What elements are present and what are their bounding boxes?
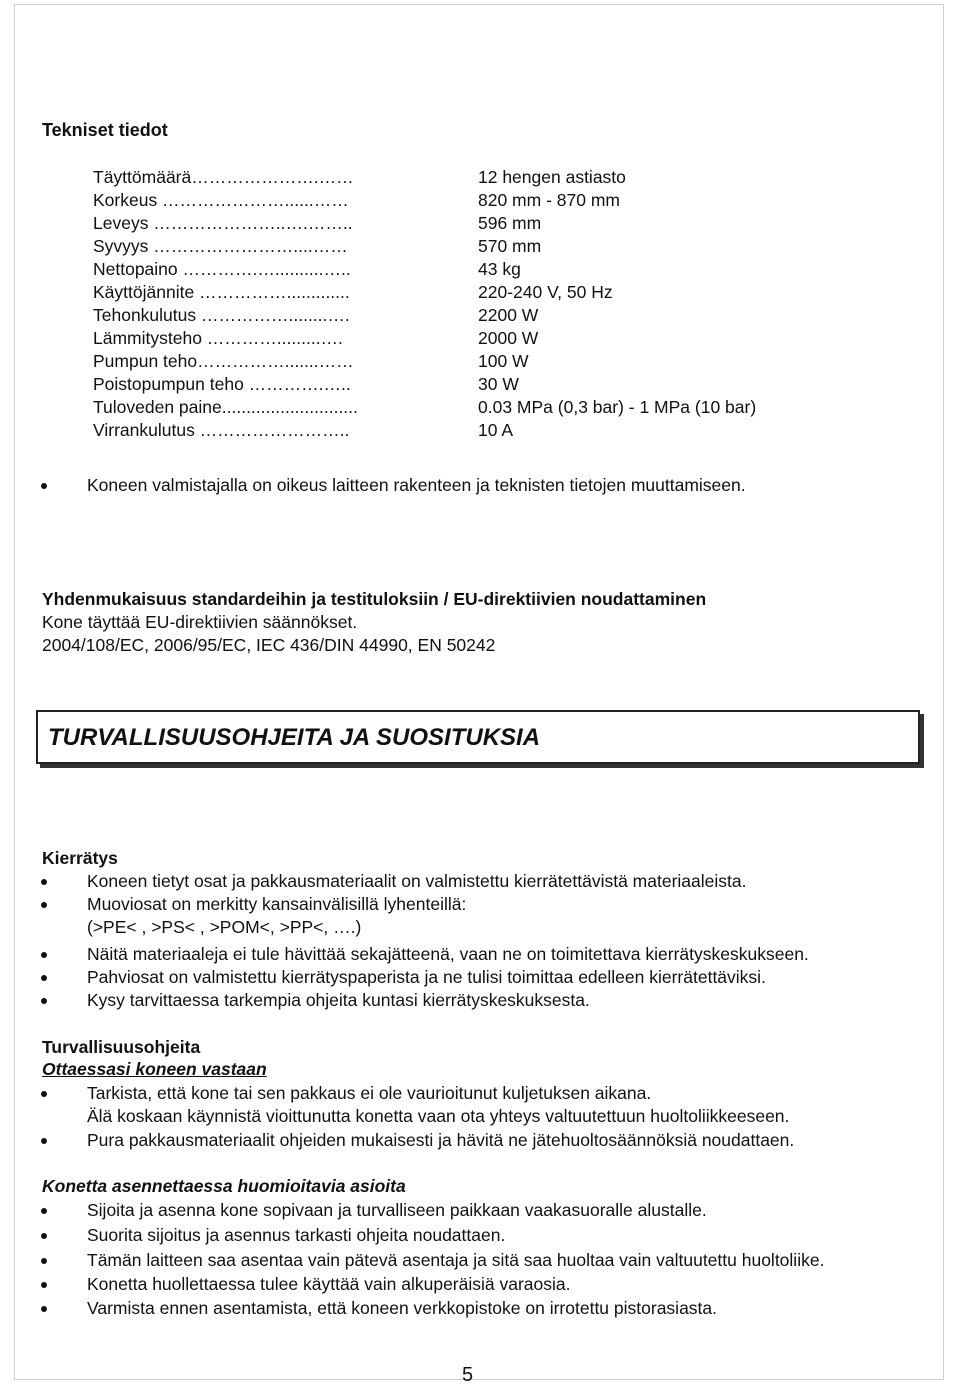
spec-value: 12 hengen astiasto [478,167,626,187]
spec-label: Poistopumpun teho ………….….. [93,374,351,394]
spec-value: 43 kg [478,259,521,279]
spec-value: 10 A [478,420,514,440]
recycling-title: Kierrätys [42,848,118,868]
spec-value: 570 mm [478,236,542,256]
spec-label: Tehonkulutus ……………........…. [93,305,350,325]
spec-value: 596 mm [478,213,542,233]
spec-label: Virrankulutus …………………….. [93,420,350,440]
spec-value: 220-240 V, 50 Hz [478,282,613,302]
bullet-icon [41,1282,47,1288]
spec-label: Käyttöjännite ……………............. [93,282,350,302]
bullet-icon [41,1208,47,1214]
bullet-icon [41,879,47,885]
spec-value: 0.03 MPa (0,3 bar) - 1 MPa (10 bar) [478,397,757,417]
bullet-icon [41,998,47,1004]
spec-label: Tuloveden paine............................ [93,397,358,417]
tech-title: Tekniset tiedot [42,120,168,140]
spec-value: 2200 W [478,305,539,325]
bullet-icon [41,975,47,981]
install-title: Konetta asennettaessa huomioitavia asioita [42,1176,406,1196]
receiving-title: Ottaessasi koneen vastaan [42,1059,267,1079]
bullet-icon [41,483,47,489]
spec-value: 100 W [478,351,529,371]
safety-title: Turvallisuusohjeita [42,1037,201,1057]
page-number: 5 [462,1364,474,1386]
spec-label: Nettopaino ………….…..........….. [93,259,351,279]
spec-label: Pumpun teho…………….......…… [93,351,354,371]
bullet-icon [41,1091,47,1097]
spec-value: 2000 W [478,328,539,348]
spec-label: Korkeus …………………......…… [93,190,349,210]
conformity-line2: 2004/108/EC, 2006/95/EC, IEC 436/DIN 44990, EN 50242 [42,635,496,655]
conformity-line1: Kone täyttää EU-direktiivien säännökset. [42,612,358,632]
spec-label: Täyttömäärä………………….…… [93,167,354,187]
bullet-icon [41,1233,47,1239]
safety-banner [36,710,920,764]
bullet-icon [41,1138,47,1144]
bullet-icon [41,1306,47,1312]
spec-label: Leveys …………………..….…….. [93,213,353,233]
banner-title: TURVALLISUUSOHJEITA JA SUOSITUKSIA [48,724,541,751]
bullet-icon [41,1258,47,1264]
bullet-icon [41,952,47,958]
spec-label: Lämmitysteho ………….........…. [93,328,343,348]
bullet-icon [41,902,47,908]
spec-value: 820 mm - 870 mm [478,190,620,210]
conformity-title: Yhdenmukaisuus standardeihin ja testituloksiin / EU-direktiivien noudattaminen [42,589,707,609]
spec-label: Syvyys ……………………....…… [93,236,348,256]
spec-value: 30 W [478,374,519,394]
